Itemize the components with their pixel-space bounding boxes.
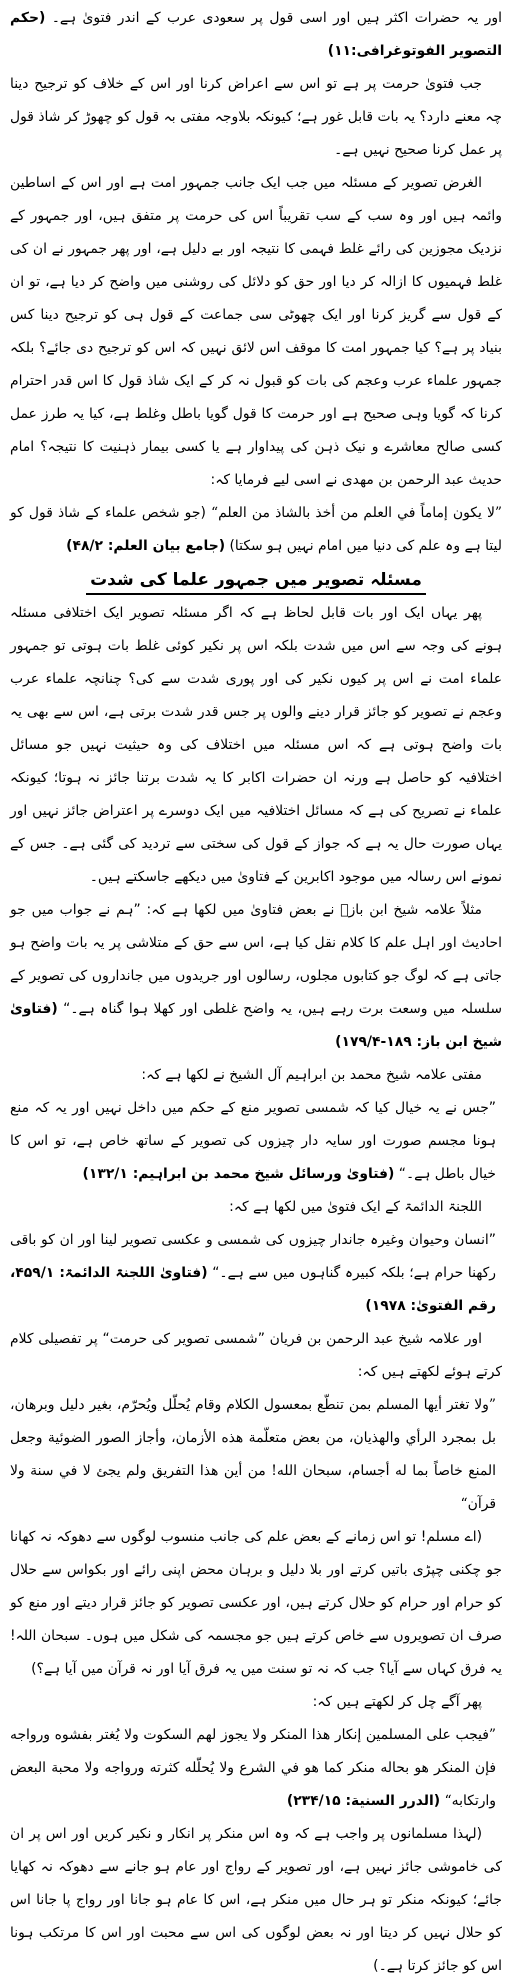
- summary-paragraph: الغرض تصویر کے مسئلہ میں جب ایک جانب جمہور امت ہے اور اس کے اساطین وائمہ ہیں اور وہ سب کے سب تقریباً اس کی حرمت پر متفق ہیں، اور جمہور کے نزدیک مجوزین کی رائے غلط فہمی کا نتیجہ اور بے دلیل ہے، اور پھر جمہور نے ان کی غلط فہمیوں کا ازالہ کر دیا اور حق کو دلائل کی روشنی میں واضح کر دیا ہے، تو ان کے قول سے گریز کرنا اور ایک چھوٹی سی جماعت کے قول ہی کو ترجیح دینا کس بنیاد پر ہے؟ کیا جمہور امت کا موقف اس لائق نہیں کہ اس کو ترجیح دی جائے؟ بلکہ جمہور علماء عرب وعجم کی بات کو قبول نہ کر کے ایک شاذ قول کا اس قدر احترام کرنا کہ گویا وہی صحیح ہے اور حرمت کا قول گویا باطل وغلط ہے، کیا یہ طرز عمل کسی صالح معاشرے و نیک ذہن کی پیداوار ہے یا کسی بیمار ذہنیت کا نتیجہ؟ امام حدیث عبد الرحمن بن مهدی نے اسی لیے فرمایا کہ:: [10, 175, 502, 488]
- intro-reference: (حکم التصویر الفوتوغرافی:۱۱): [10, 10, 502, 59]
- mufti-quote-reference: (فتاویٰ ورسائل شیخ محمد بن ابراہیم: ۱۳۲/۱): [82, 1166, 395, 1182]
- mahdi-quote-reference: (جامع بیان العلم: ۴۸/۲): [66, 538, 226, 554]
- fawzan-intro-paragraph: اور علامہ شیخ عبد الرحمن بن فریان ”شمسی تصویر کی حرمت“ پر تفصیلی کلام کرتے ہوئے لکھتے ہیں کہ:: [10, 1331, 502, 1380]
- mahdi-quote-translation: (جو شخص علماء کے شاذ قول کو لیتا ہے وہ علم کی دنیا میں امام نہیں ہو سکتا): [10, 505, 502, 554]
- lajnah-quote-text: ”انسان وحیوان وغیرہ جاندار چیزوں کی شمسی و عکسی تصویر لینا اور ان کو باقی رکھنا حرام ہے؛ بلکہ کبیرہ گناہوں میں سے ہے۔“: [10, 1232, 497, 1281]
- fawzan-translation: (اے مسلم! تو اس زمانے کے بعض علم کی جانب منسوب لوگوں سے دھوکہ نہ کھانا جو چکنی چپڑی باتیں کرتے اور بلا دلیل و برہان محض اپنی رائے اور بکواس سے حلال کو حرام اور حرام کو حلال کرتے ہیں، اور عکسی تصویر کو جائز قرار دیتے اور منع کو صرف ان تصویروں سے خاص کرتے ہیں جو مجسمہ کی شکل میں ہوں۔ سبحان اللہ! یہ فرق کہاں سے آیا؟ جب کہ نہ تو سنت میں یہ فرق آیا اور نہ قرآن میں آیا ہے؟): [10, 1529, 502, 1677]
- mahdi-quote-paragraph: [10, 497, 502, 563]
- fawzan-arabic-quote: ”ولا تغتر أيها المسلم بمن تنطّع بمعسول الكلام وقام يُحلّل ويُحرّم، بغير دليل وبرهان، بل بمجرد الرأي والهذيان، من بعض متعلّمة هذه الأزمان، وأجاز الصور الضوئية وجعل المنع خاصاً بما له أجسام، سبحان الله! من أين هذا التفريق ولم يجئ لا في سنة ولا قرآن“: [10, 1397, 496, 1512]
- intro-paragraph: [10, 2, 502, 68]
- question-paragraph: جب فتویٰ حرمت پر ہے تو اس سے اعراض کرنا اور اس کے خلاف کو ترجیح دینا چہ معنے دارد؟ یہ بات قابل غور ہے؛ کیونکہ بلاوجہ مفتی بہ قول کو چھوڑ کر شاذ قول پر عمل کرنا صحیح نہیں ہے۔: [10, 76, 502, 158]
- binbaz-reference: (فتاویٰ شیخ ابن باز: ۱۸۹-۱۷۹/۴): [10, 1001, 502, 1050]
- further-paragraph: پھر آگے چل کر لکھتے ہیں کہ:: [312, 1694, 482, 1710]
- section-heading-text: مسئلہ تصویر میں جمہور علما کی شدت: [86, 567, 426, 595]
- mufti-quote-text: ”جس نے یہ خیال کیا کہ شمسی تصویر منع کے حکم میں داخل نہیں اور یہ کہ منع ہونا مجسم صورت اور سایہ دار چیزوں کی تصویر کے ساتھ خاص ہے، تو اس کا خیال باطل ہے۔“: [10, 1100, 496, 1182]
- mufti-intro-paragraph: مفتی علامہ شیخ محمد بن ابراہیم آل الشیخ نے لکھا ہے کہ:: [141, 1067, 482, 1083]
- lajnah-intro-paragraph: اللجنۃ الدائمۃ کے ایک فتویٰ میں لکھا ہے کہ:: [229, 1199, 482, 1215]
- severity-paragraph: پھر یہاں ایک اور بات قابل لحاظ ہے کہ اگر مسئلہ تصویر ایک اختلافی مسئلہ ہونے کی وجہ سے اس میں شدت بلکہ اس پر نکیر کوئی غلط بات ہوتی تو جمہور علماء امت نے اس پر کیوں نکیر کی اور پوری شدت سے کی؟ چنانچہ علماء عرب وعجم نے تصویر کو جائز قرار دینے والوں پر جس قدر شدت برتی ہے، اس سے بھی یہ بات واضح ہوتی ہے کہ اس مسئلہ میں اختلاف کی وہ حیثیت نہیں جو مسائل اختلافیہ کو حاصل ہے ورنہ ان حضرات اکابر کا یہ شدت برتنا جائز نہ ہوتا؛ کیونکہ علماء نے تصریح کی ہے کہ مسائل اختلافیہ میں ایک دوسرے پر اعتراض جائز نہیں اور یہاں صورت حال یہ ہے کہ جواز کے قول کی سختی سے تردید کی گئی ہے۔ جس کے نمونے اس رسالہ میں موجود اکابرین کے فتاویٰ میں دیکھے جاسکتے ہیں۔: [10, 605, 502, 885]
- mahdi-quote-arabic: ”لا يكون إماماً في العلم من أخذ بالشاذ من العلم“: [211, 505, 502, 521]
- intro-text: اور یہ حضرات اکثر ہیں اور اسی قول پر سعودی عرب کے اندر فتویٰ ہے۔: [51, 10, 502, 26]
- lajnah-quote-paragraph: [10, 1224, 502, 1323]
- durar-reference: (الدرر السنية: ۲۳۴/۱۵): [286, 1793, 441, 1809]
- binbaz-paragraph: [10, 894, 502, 1059]
- durar-arabic-quote: ”فيجب على المسلمين إنكار هذا المنكر ولا يجوز لهم السكوت ولا يُغتر بفشوه ورواجه فإن المنكر هو بحاله منكر كما هو في الشرع ولا يُحلّله كثرته ورواجه ولا محبة البعض وارتكابه“: [10, 1727, 496, 1809]
- binbaz-text: مثلاً علامہ شیخ ابن بازؒ نے بعض فتاویٰ میں لکھا ہے کہ: ”ہم نے جواب میں جو احادیث اور اہل علم کا کلام نقل کیا ہے، اس سے حق کے متلاشی پر یہ بات واضح ہو جاتی ہے کہ لوگ جو کتابوں مجلوں، رسالوں اور جریدوں میں جانداروں کی تصویر کے سلسلہ میں وسعت برت رہے ہیں، یہ واضح غلطی اور کھلا ہوا گناہ ہے۔“: [10, 902, 502, 1017]
- lajnah-quote-reference: (فتاویٰ اللجنۃ الدائمۃ: ۴۵۹/۱، رقم الفتویٰ: ۱۹۷۸): [10, 1265, 496, 1314]
- mufti-quote-paragraph: [10, 1092, 502, 1191]
- durar-translation: (لہذا مسلمانوں پر واجب ہے کہ وہ اس منکر پر انکار و نکیر کریں اور اس پر ان کی خاموشی جائز نہیں ہے، اور تصویر کے رواج اور عام ہو جانے سے دھوکہ نہ کھایا جائے؛ کیونکہ منکر تو ہر حال میں منکر ہے، اس کا عام ہو جانا اور رواج پا جانا اس کو حلال نہیں کر دیتا اور نہ بعض لوگوں کی اس سے محبت اور اس کا مرتکب ہونا اس کو جائز کرتا ہے۔): [10, 1826, 502, 1974]
- section-heading: [10, 565, 502, 595]
- durar-quote-paragraph: [10, 1719, 502, 1818]
